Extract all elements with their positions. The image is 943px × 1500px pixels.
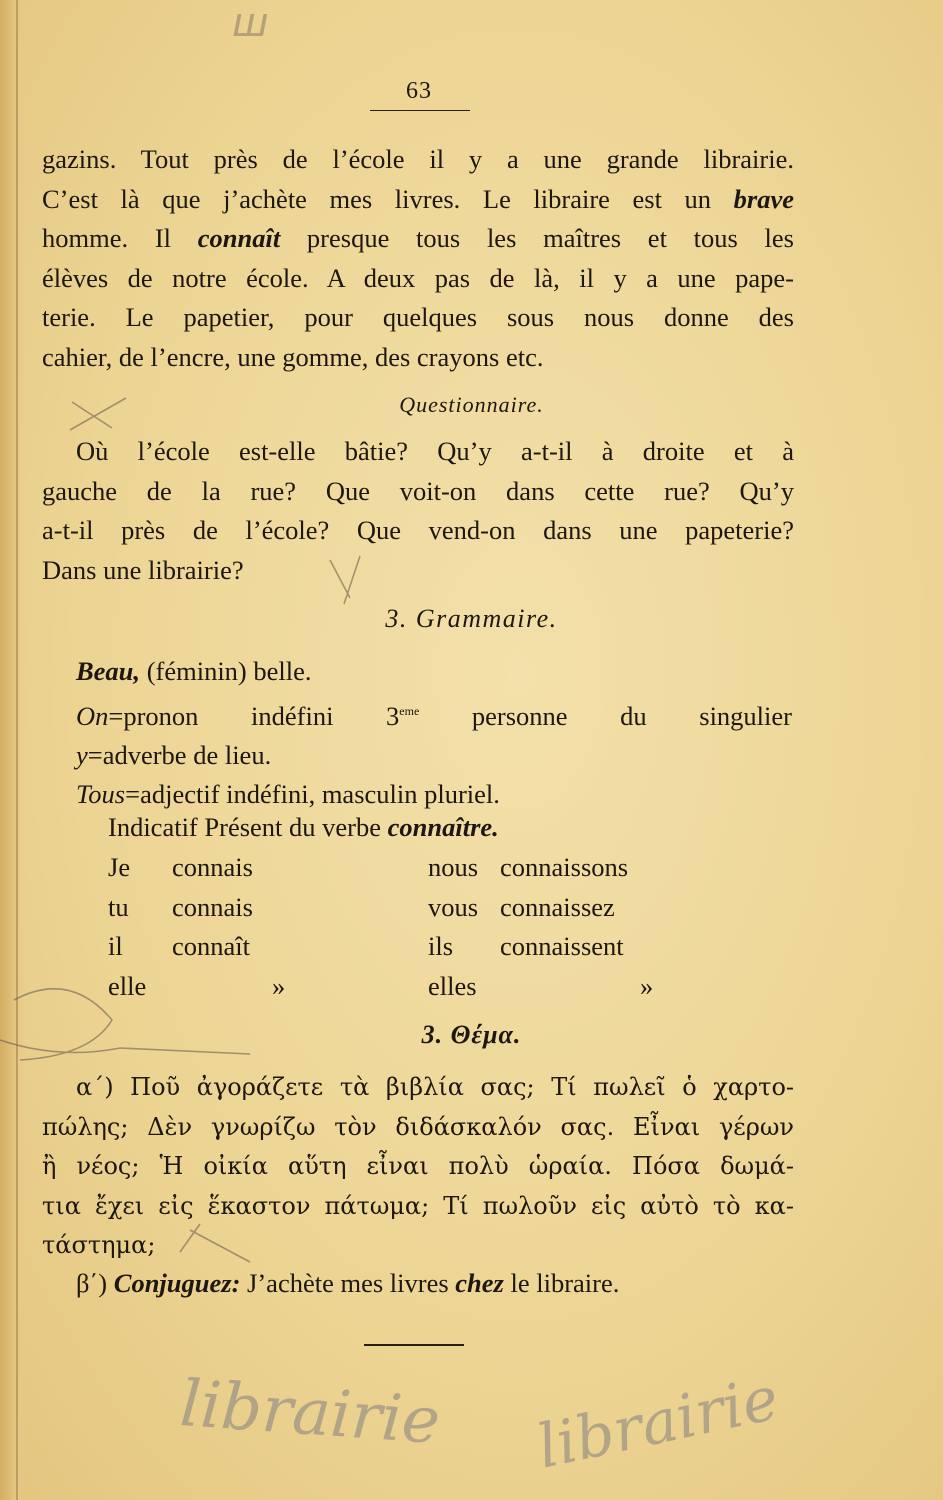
paragraph-line: cahier, de l’encre, une gomme, des crayons etc.: [42, 341, 544, 372]
greek-line: πώλης; Δὲν γνωρίζω τὸν διδάσκαλόν σας. Εἶναι γέρων: [42, 1112, 794, 1141]
question-line: gauche de la rue? Que voit-on dans cette rue? Qu’y: [42, 475, 794, 506]
conjugation-table: [108, 848, 670, 1006]
conjugate-exercise: β΄) Conjuguez: J’achète mes livres chez le libraire.: [76, 1268, 620, 1298]
paragraph-line: élèves de notre école. A deux pas de là, il y a une pape-: [42, 262, 794, 293]
grammar-item: Tous=adjectif indéfini, masculin pluriel.: [76, 779, 500, 810]
reading-paragraph: [42, 140, 794, 377]
questionnaire-text: [42, 432, 794, 590]
handwritten-note-right: librairie: [531, 1363, 785, 1483]
paragraph-line: terie. Le papetier, pour quelques sous nous donne des: [42, 302, 794, 332]
page-number: 63: [406, 78, 432, 104]
grammar-item: On=pronon indéfini 3eme personne du singulier: [76, 700, 792, 731]
end-rule: [364, 1344, 464, 1346]
conjugation-row: tu connais vous connaissez: [108, 891, 615, 922]
greek-line: τάστημα;: [42, 1231, 156, 1259]
greek-line: ἢ νέος; Ἡ οἰκία αὕτη εἶναι πολὺ ὡραία. Πόσα δωμά-: [42, 1152, 794, 1180]
greek-line: α΄) Ποῦ ἀγοράζετε τὰ βιβλία σας; Τί πωλεῖ ὁ χαρτο-: [76, 1073, 794, 1101]
question-line: Dans une librairie?: [42, 554, 244, 585]
theme-heading: 3. Θέμα.: [421, 1020, 522, 1049]
conjugation-row: Je connais nous connaissons: [108, 852, 629, 882]
conjugation-row: il connaît ils connaissent: [108, 931, 624, 961]
questionnaire-title: Questionnaire.: [399, 392, 544, 417]
paragraph-line: gazins. Tout près de l’école il y a une grande librairie.: [42, 144, 794, 174]
grammar-item: Beau, (féminin) belle.: [76, 656, 312, 686]
grammar-notes: [76, 652, 792, 815]
question-line: a-t-il près de l’école? Que vend-on dans une papeterie?: [42, 515, 794, 545]
paragraph-line: homme. Il connaît presque tous les maîtres et tous les: [42, 223, 794, 253]
conjugation-title: Indicatif Présent du verbe connaître.: [108, 812, 499, 842]
grammar-item: y=adverbe de lieu.: [76, 739, 272, 770]
page-number-rule: [370, 110, 470, 111]
binding-edge: [0, 0, 24, 1500]
handwritten-note-left: librairie: [177, 1367, 443, 1459]
paragraph-line: C’est là que j’achète mes livres. Le libraire est un brave: [42, 183, 794, 214]
grammar-heading: 3. Grammaire.: [385, 604, 558, 633]
pencil-mark-top: ш: [232, 0, 269, 46]
greek-line: τια ἔχει εἰς ἕκαστον πάτωμα; Τί πωλοῦν εἰς αὐτὸ τὸ κα-: [42, 1191, 794, 1220]
conjugation-row: elle » elles »: [108, 970, 654, 1001]
binding-line: [16, 0, 18, 1500]
greek-exercise: [42, 1068, 794, 1266]
question-line: Où l’école est-elle bâtie? Qu’y a-t-il à droite et à: [76, 436, 794, 466]
